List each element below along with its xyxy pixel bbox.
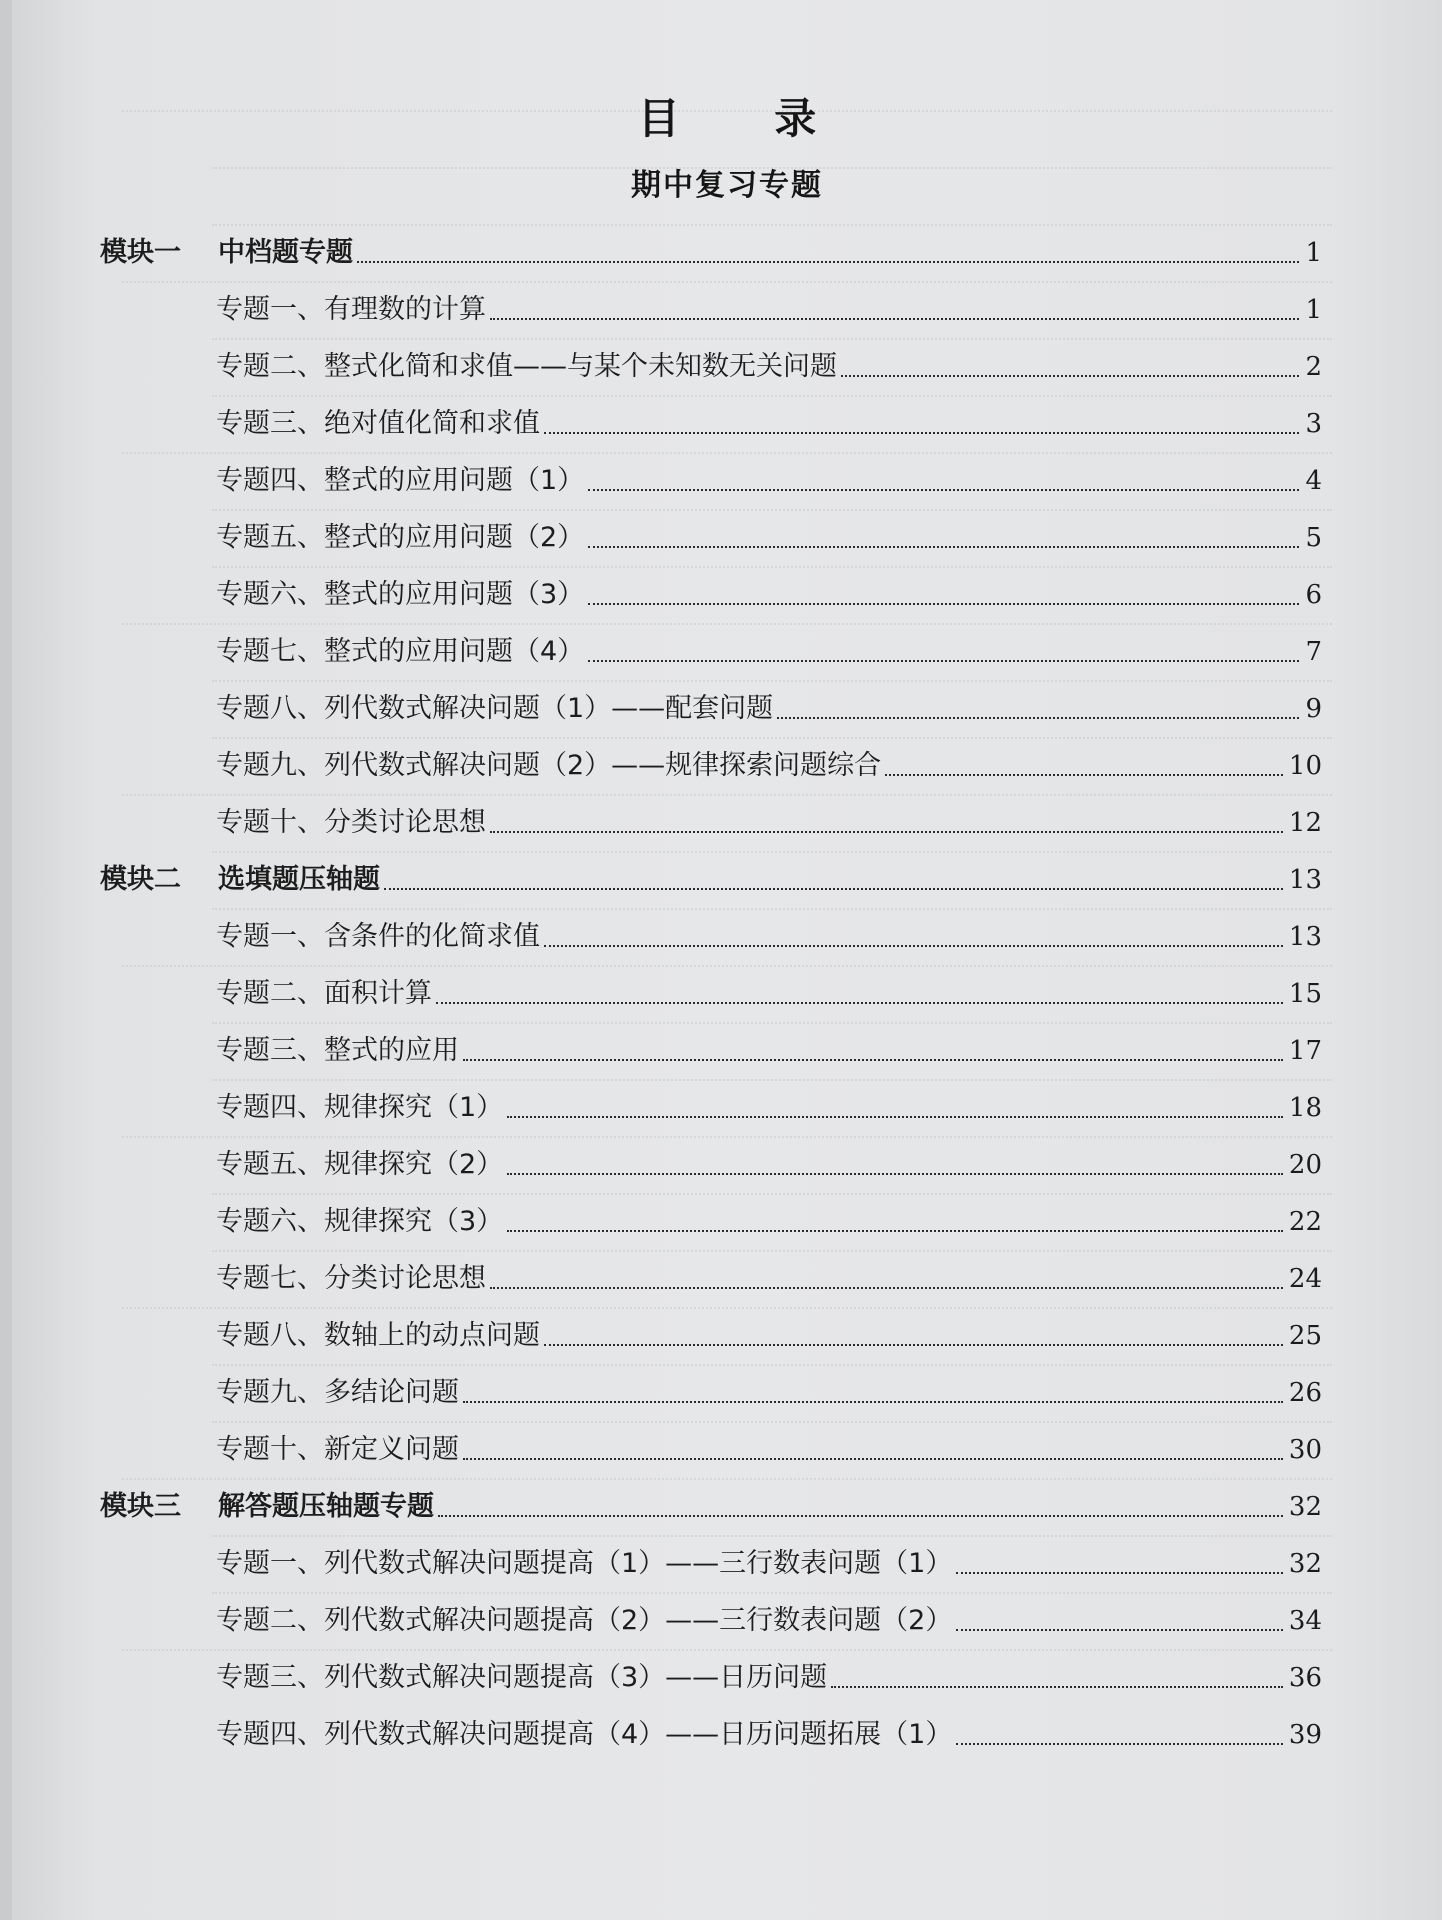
show-through-line — [212, 1079, 1332, 1081]
topic-label: 专题六、规律探究（3） — [216, 1206, 504, 1237]
page-number: 4 — [1305, 466, 1322, 496]
module-number: 模块一 — [100, 237, 181, 268]
show-through-line — [212, 1364, 1332, 1366]
show-through-line — [122, 1307, 1332, 1309]
show-through-line — [212, 908, 1332, 910]
dot-leader — [777, 716, 1299, 719]
toc-topic-row — [216, 1085, 1322, 1125]
show-through-line — [212, 509, 1332, 511]
toc-topic-row — [216, 1427, 1322, 1467]
toc-module-row — [100, 230, 1322, 270]
toc-module-row — [100, 857, 1322, 897]
show-through-line — [122, 1649, 1332, 1651]
page-number: 3 — [1305, 409, 1322, 439]
toc-topic-row — [216, 743, 1322, 783]
show-through-line — [212, 1193, 1332, 1195]
toc-topic-row — [216, 401, 1322, 441]
show-through-line — [122, 623, 1332, 625]
topic-label: 专题三、列代数式解决问题提高（3）——日历问题 — [216, 1662, 828, 1693]
topic-label: 专题一、含条件的化简求值 — [216, 921, 540, 952]
document-page — [12, 0, 1442, 1920]
toc-topic-row — [216, 971, 1322, 1011]
dot-leader — [463, 1457, 1283, 1460]
toc-topic-row — [216, 458, 1322, 498]
module-name: 解答题压轴题专题 — [218, 1491, 434, 1522]
dot-leader — [384, 887, 1283, 890]
page-number: 7 — [1305, 637, 1322, 667]
toc-entry-label — [216, 692, 773, 726]
topic-label: 专题一、有理数的计算 — [216, 294, 486, 325]
toc-entry-label — [216, 977, 432, 1011]
toc-topic-row — [216, 1655, 1322, 1695]
page-number: 12 — [1288, 808, 1322, 838]
toc-entry-label — [100, 863, 380, 897]
topic-label: 专题四、列代数式解决问题提高（4）——日历问题拓展（1） — [216, 1719, 953, 1750]
topic-label: 专题七、整式的应用问题（4） — [216, 636, 585, 667]
dot-leader — [841, 374, 1299, 377]
toc-entry-label — [216, 521, 584, 555]
dot-leader — [885, 773, 1283, 776]
show-through-line — [122, 1136, 1332, 1138]
toc-topic-row — [216, 1541, 1322, 1581]
topic-label: 专题四、整式的应用问题（1） — [216, 465, 585, 496]
show-through-line — [212, 737, 1332, 739]
dot-leader — [588, 488, 1299, 491]
toc-entry-label — [216, 1547, 952, 1581]
toc-entry-label — [216, 1376, 459, 1410]
module-name: 选填题压轴题 — [218, 864, 380, 895]
dot-leader — [438, 1514, 1283, 1517]
show-through-line — [212, 338, 1332, 340]
toc-entry-label — [216, 1205, 503, 1239]
show-through-line — [212, 1421, 1332, 1423]
toc-topic-row — [216, 800, 1322, 840]
toc-topic-row — [216, 1370, 1322, 1410]
dot-leader — [544, 431, 1299, 434]
toc-topic-row — [216, 344, 1322, 384]
topic-label: 专题四、规律探究（1） — [216, 1092, 504, 1123]
toc-topic-row — [216, 1313, 1322, 1353]
toc-topic-row — [216, 686, 1322, 726]
module-name: 中档题专题 — [218, 237, 353, 268]
toc-entry-label — [216, 578, 584, 612]
topic-label: 专题五、整式的应用问题（2） — [216, 522, 585, 553]
toc-topic-row — [216, 1142, 1322, 1182]
toc-entry-label — [100, 1490, 434, 1524]
dot-leader — [463, 1400, 1283, 1403]
dot-leader — [956, 1628, 1283, 1631]
show-through-line — [212, 566, 1332, 568]
show-through-line — [122, 452, 1332, 454]
toc-entry-label — [216, 806, 486, 840]
page-number: 18 — [1288, 1093, 1322, 1123]
dot-leader — [490, 317, 1299, 320]
toc-entry-label — [216, 1319, 540, 1353]
topic-label: 专题二、面积计算 — [216, 978, 432, 1009]
page-number: 26 — [1288, 1378, 1322, 1408]
dot-leader — [490, 830, 1283, 833]
show-through-line — [212, 680, 1332, 682]
toc-topic-row — [216, 515, 1322, 555]
topic-label: 专题二、整式化简和求值——与某个未知数无关问题 — [216, 351, 837, 382]
topic-label: 专题三、绝对值化简和求值 — [216, 408, 540, 439]
page-number: 6 — [1305, 580, 1322, 610]
toc-topic-row — [216, 1256, 1322, 1296]
page-number: 1 — [1305, 238, 1322, 268]
toc-entry-label — [216, 350, 837, 384]
page-number: 25 — [1288, 1321, 1322, 1351]
dot-leader — [357, 260, 1299, 263]
page-number: 9 — [1305, 694, 1322, 724]
dot-leader — [544, 944, 1283, 947]
toc-entry-label — [216, 749, 881, 783]
page-number: 24 — [1288, 1264, 1322, 1294]
toc-entry-label — [216, 1148, 503, 1182]
topic-label: 专题五、规律探究（2） — [216, 1149, 504, 1180]
module-number: 模块二 — [100, 864, 181, 895]
toc-entry-label — [216, 1661, 827, 1695]
show-through-line — [122, 1478, 1332, 1480]
toc-topic-row — [216, 1028, 1322, 1068]
topic-label: 专题八、数轴上的动点问题 — [216, 1320, 540, 1351]
toc-topic-row — [216, 914, 1322, 954]
toc-entry-label — [216, 1718, 952, 1752]
toc-entry-label — [216, 1262, 486, 1296]
section-subtitle: 期中复习专题 — [631, 168, 823, 203]
toc-entry-label — [216, 1604, 952, 1638]
page-number: 17 — [1288, 1036, 1322, 1066]
page-number: 13 — [1288, 922, 1322, 952]
topic-label: 专题十、分类讨论思想 — [216, 807, 486, 838]
toc-entry-label — [216, 1091, 503, 1125]
toc-topic-row — [216, 629, 1322, 669]
topic-label: 专题六、整式的应用问题（3） — [216, 579, 585, 610]
dot-leader — [588, 659, 1299, 662]
topic-label: 专题七、分类讨论思想 — [216, 1263, 486, 1294]
toc-entry-label — [216, 1433, 459, 1467]
show-through-line — [212, 224, 1332, 226]
topic-label: 专题二、列代数式解决问题提高（2）——三行数表问题（2） — [216, 1605, 953, 1636]
page-number: 30 — [1288, 1435, 1322, 1465]
toc-entry-label — [216, 464, 584, 498]
dot-leader — [507, 1115, 1283, 1118]
show-through-line — [122, 965, 1332, 967]
toc-topic-row — [216, 1199, 1322, 1239]
show-through-line — [212, 851, 1332, 853]
topic-label: 专题八、列代数式解决问题（1）——配套问题 — [216, 693, 774, 724]
show-through-line — [212, 395, 1332, 397]
page-title: 目 录 — [637, 94, 857, 143]
module-number: 模块三 — [100, 1491, 181, 1522]
page-number: 32 — [1288, 1549, 1322, 1579]
show-through-line — [212, 1535, 1332, 1537]
dot-leader — [831, 1685, 1283, 1688]
page-number: 34 — [1288, 1606, 1322, 1636]
page-number: 10 — [1288, 751, 1322, 781]
dot-leader — [588, 545, 1299, 548]
page-number: 1 — [1305, 295, 1322, 325]
toc-entry-label — [216, 293, 486, 327]
topic-label: 专题十、新定义问题 — [216, 1434, 459, 1465]
dot-leader — [956, 1571, 1283, 1574]
page-number: 13 — [1288, 865, 1322, 895]
toc-entry-label — [216, 1034, 459, 1068]
page-number: 36 — [1288, 1663, 1322, 1693]
dot-leader — [544, 1343, 1283, 1346]
dot-leader — [490, 1286, 1283, 1289]
dot-leader — [956, 1742, 1283, 1745]
page-number: 20 — [1288, 1150, 1322, 1180]
page-number: 32 — [1288, 1492, 1322, 1522]
toc-entry-label — [216, 635, 584, 669]
dot-leader — [507, 1229, 1283, 1232]
toc-topic-row — [216, 1712, 1322, 1752]
topic-label: 专题一、列代数式解决问题提高（1）——三行数表问题（1） — [216, 1548, 953, 1579]
page-number: 15 — [1288, 979, 1322, 1009]
dot-leader — [463, 1058, 1283, 1061]
page-number: 22 — [1288, 1207, 1322, 1237]
page-number: 39 — [1288, 1720, 1322, 1750]
toc-entry-label — [100, 236, 353, 270]
toc-entry-label — [216, 407, 540, 441]
toc-topic-row — [216, 572, 1322, 612]
show-through-line — [122, 281, 1332, 283]
toc-module-row — [100, 1484, 1322, 1524]
page-number: 2 — [1305, 352, 1322, 382]
dot-leader — [588, 602, 1299, 605]
dot-leader — [507, 1172, 1283, 1175]
show-through-line — [212, 1250, 1332, 1252]
topic-label: 专题三、整式的应用 — [216, 1035, 459, 1066]
show-through-line — [122, 794, 1332, 796]
dot-leader — [436, 1001, 1283, 1004]
toc-topic-row — [216, 287, 1322, 327]
page-number: 5 — [1305, 523, 1322, 553]
topic-label: 专题九、列代数式解决问题（2）——规律探索问题综合 — [216, 750, 882, 781]
show-through-line — [212, 1592, 1332, 1594]
show-through-line — [212, 1022, 1332, 1024]
toc-topic-row — [216, 1598, 1322, 1638]
topic-label: 专题九、多结论问题 — [216, 1377, 459, 1408]
toc-entry-label — [216, 920, 540, 954]
